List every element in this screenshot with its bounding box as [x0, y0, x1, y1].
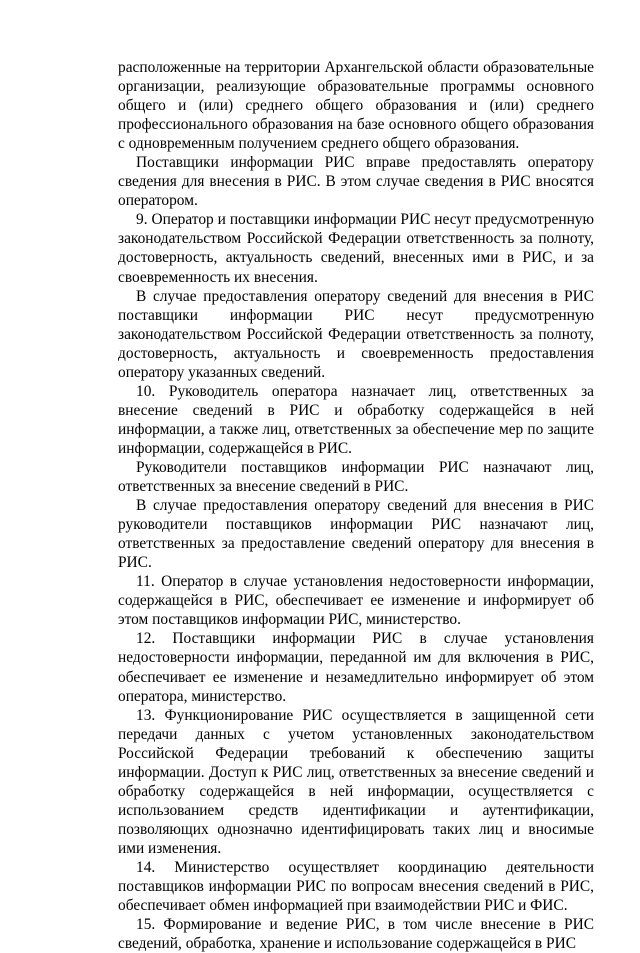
paragraph-item-10: 10. Руководитель оператора назначает лиц, ответственных за внесение сведений в РИС и обработку содержащейся в ней информации, а также лиц, ответственных за обеспечение мер по защите информации, содержащейся в РИС.	[118, 382, 594, 457]
paragraph-item-11: 11. Оператор в случае установления недостоверности информации, содержащейся в РИС, обеспечивает ее изменение и информирует об этом поставщиков информации РИС, министерство.	[118, 573, 594, 629]
paragraph-item-14: 14. Министерство осуществляет координацию деятельности поставщиков информации РИС по вопросам внесения сведений в РИС, обеспечивает обмен информацией при взаимодействии РИС и ФИС.	[118, 858, 594, 915]
paragraph-item-12: 12. Поставщики информации РИС в случае установления недостоверности информации, переданной им для включения в РИС, обеспечивает ее изменение и незамедлительно информирует об этом оператора, министерство.	[118, 630, 594, 705]
paragraph-item-9-supplier-responsibility: В случае предоставления оператору сведений для внесения в РИС поставщики информации РИС несут предусмотренную законодательством Российской Федерации ответственность за полноту, достоверность, актуальность и своевременность предоставления оператору указанных сведений.	[118, 287, 594, 381]
paragraph-item-10-supplier-heads: Руководители поставщиков информации РИС назначают лиц, ответственных за внесение сведений в РИС.	[118, 458, 594, 496]
paragraph-item-15: 15. Формирование и ведение РИС, в том числе внесение в РИС сведений, обработка, хранение и использование содержащейся в РИС	[118, 916, 594, 953]
paragraph-item-9: 9. Оператор и поставщики информации РИС несут предусмотренную законодательством Российской Федерации ответственность за полноту, достоверность, актуальность сведений, внесенных ими в РИС, и за своевременность их внесения.	[118, 211, 594, 286]
paragraph-suppliers-may-provide: Поставщики информации РИС вправе предоставлять оператору сведения для внесения в РИС. В этом случае сведения в РИС вносятся оператором.	[118, 154, 594, 210]
paragraph-item-10-provision: В случае предоставления оператору сведений для внесения в РИС руководители поставщиков информации РИС назначают лиц, ответственных за предоставление сведений оператору для внесения в РИС.	[118, 497, 594, 572]
paragraph-continuation: расположенные на территории Архангельской области образовательные организации, реализующие образовательные программы основного общего и (или) среднего общего образования и (или) среднего профессионального образования на базе основного общего образования с одновременным получением среднего общего образования.	[118, 59, 594, 153]
document-body	[118, 58, 594, 953]
paragraph-item-13: 13. Функционирование РИС осуществляется в защищенной сети передачи данных с учетом установленных законодательством Российской Федерации требований к обеспечению защиты информации. Доступ к РИС лиц, ответственных за внесение сведений и обработку содержащейся в ней информации, осуществляется с использованием средств идентификации и аутентификации, позволяющих однозначно идентифицировать таких лиц и вносимые ими изменения.	[118, 706, 594, 857]
